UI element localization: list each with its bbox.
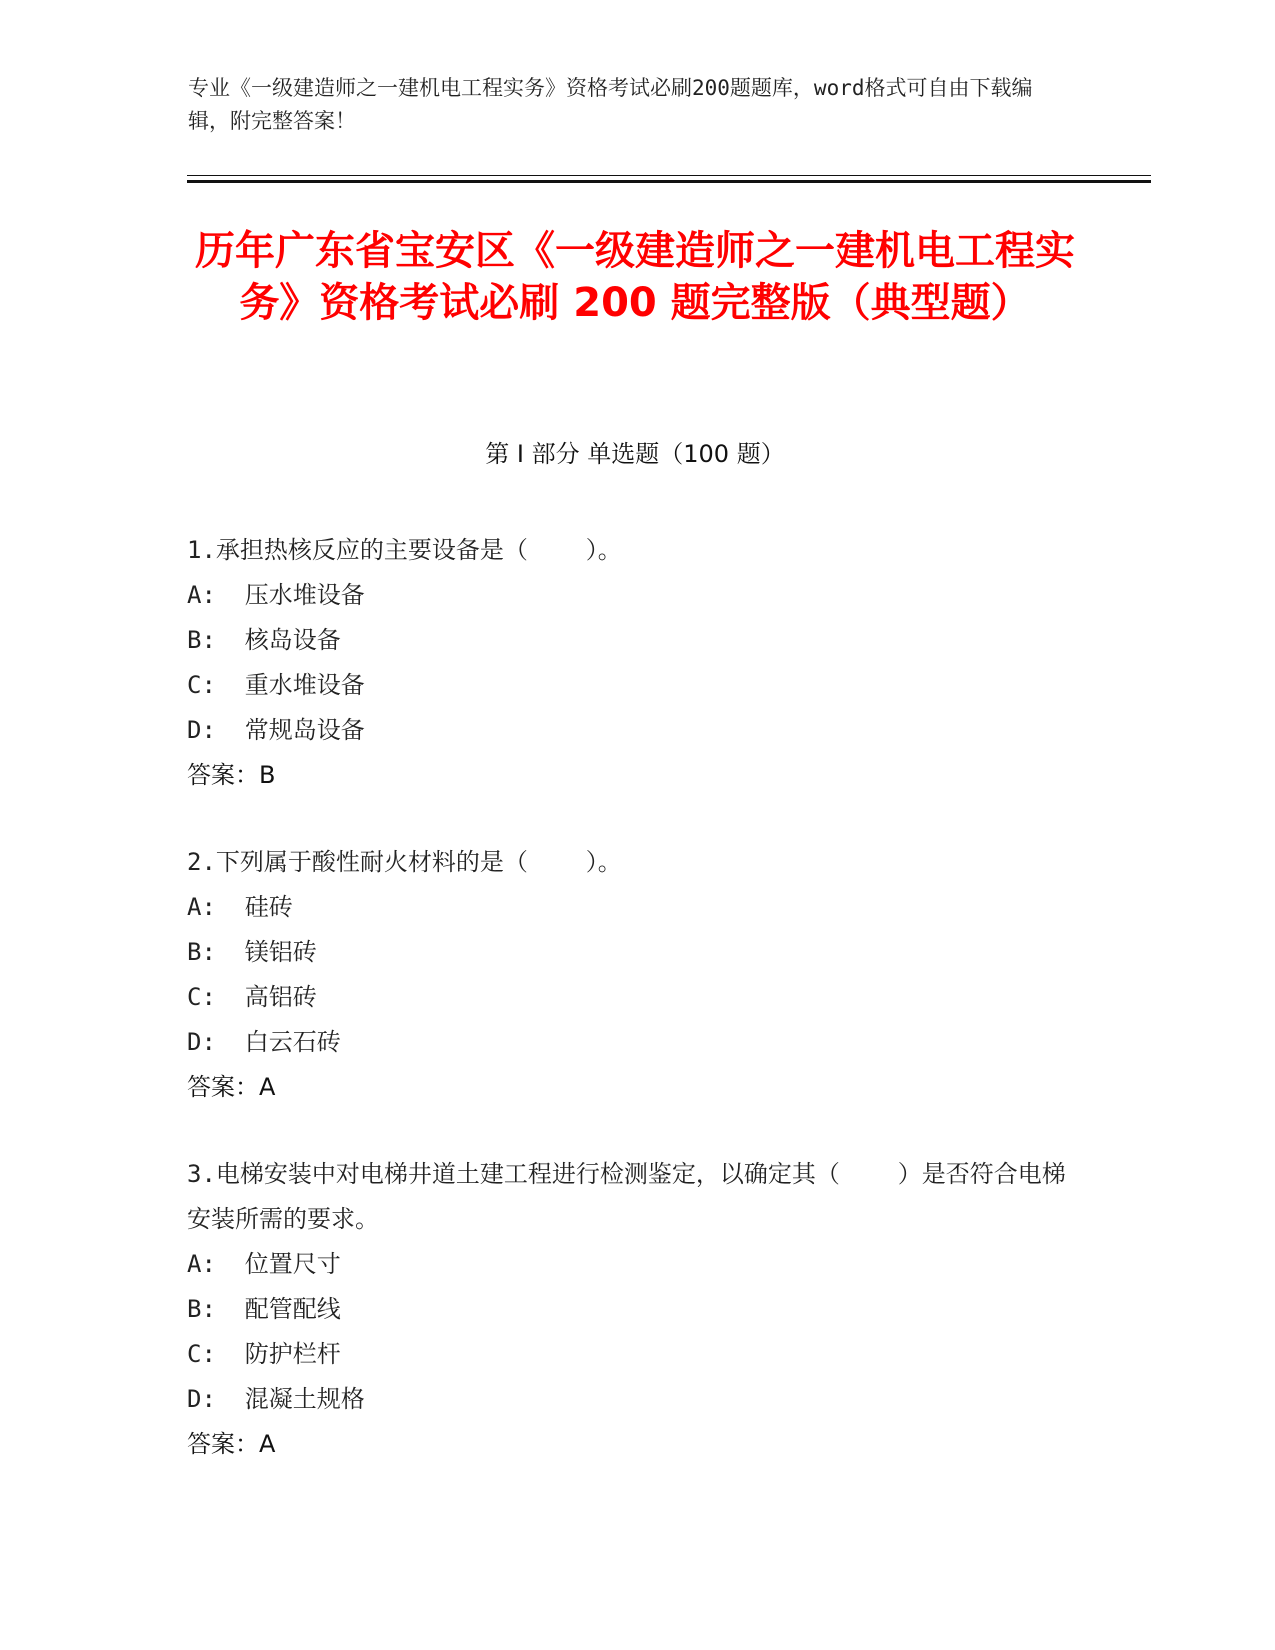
question-list [187,528,1067,1509]
option-d: D: 混凝土规格 [187,1385,365,1413]
option-a: A: 硅砖 [187,893,293,921]
header-divider-thick [187,180,1151,183]
question-2 [187,840,1067,1110]
answer: 答案：A [187,1073,276,1101]
option-b: B: 核岛设备 [187,626,341,654]
option-c: C: 防护栏杆 [187,1340,341,1368]
question-stem: 1.承担热核反应的主要设备是（ ）。 [187,536,622,564]
answer: 答案：B [187,761,276,789]
option-c: C: 高铝砖 [187,983,317,1011]
header-note: 专业《一级建造师之一建机电工程实务》资格考试必刷200题题库，word格式可自由下载编辑，附完整答案！ [188,76,1033,133]
section-heading: 第 I 部分 单选题（100 题） [485,440,785,468]
question-stem: 2.下列属于酸性耐火材料的是（ ）。 [187,848,622,876]
option-c: C: 重水堆设备 [187,671,365,699]
header-divider-thin [187,175,1151,176]
document-title: 历年广东省宝安区《一级建造师之一建机电工程实务》资格考试必刷 200 题完整版（典型题） [195,228,1075,326]
answer: 答案：A [187,1430,276,1458]
option-a: A: 压水堆设备 [187,581,365,609]
option-d: D: 常规岛设备 [187,716,365,744]
question-3 [187,1152,1067,1467]
question-stem: 3.电梯安装中对电梯井道土建工程进行检测鉴定，以确定其（ ）是否符合电梯安装所需的要求。 [187,1160,1066,1233]
option-b: B: 镁铝砖 [187,938,317,966]
option-b: B: 配管配线 [187,1295,341,1323]
question-1 [187,528,1067,798]
option-d: D: 白云石砖 [187,1028,341,1056]
option-a: A: 位置尺寸 [187,1250,341,1278]
